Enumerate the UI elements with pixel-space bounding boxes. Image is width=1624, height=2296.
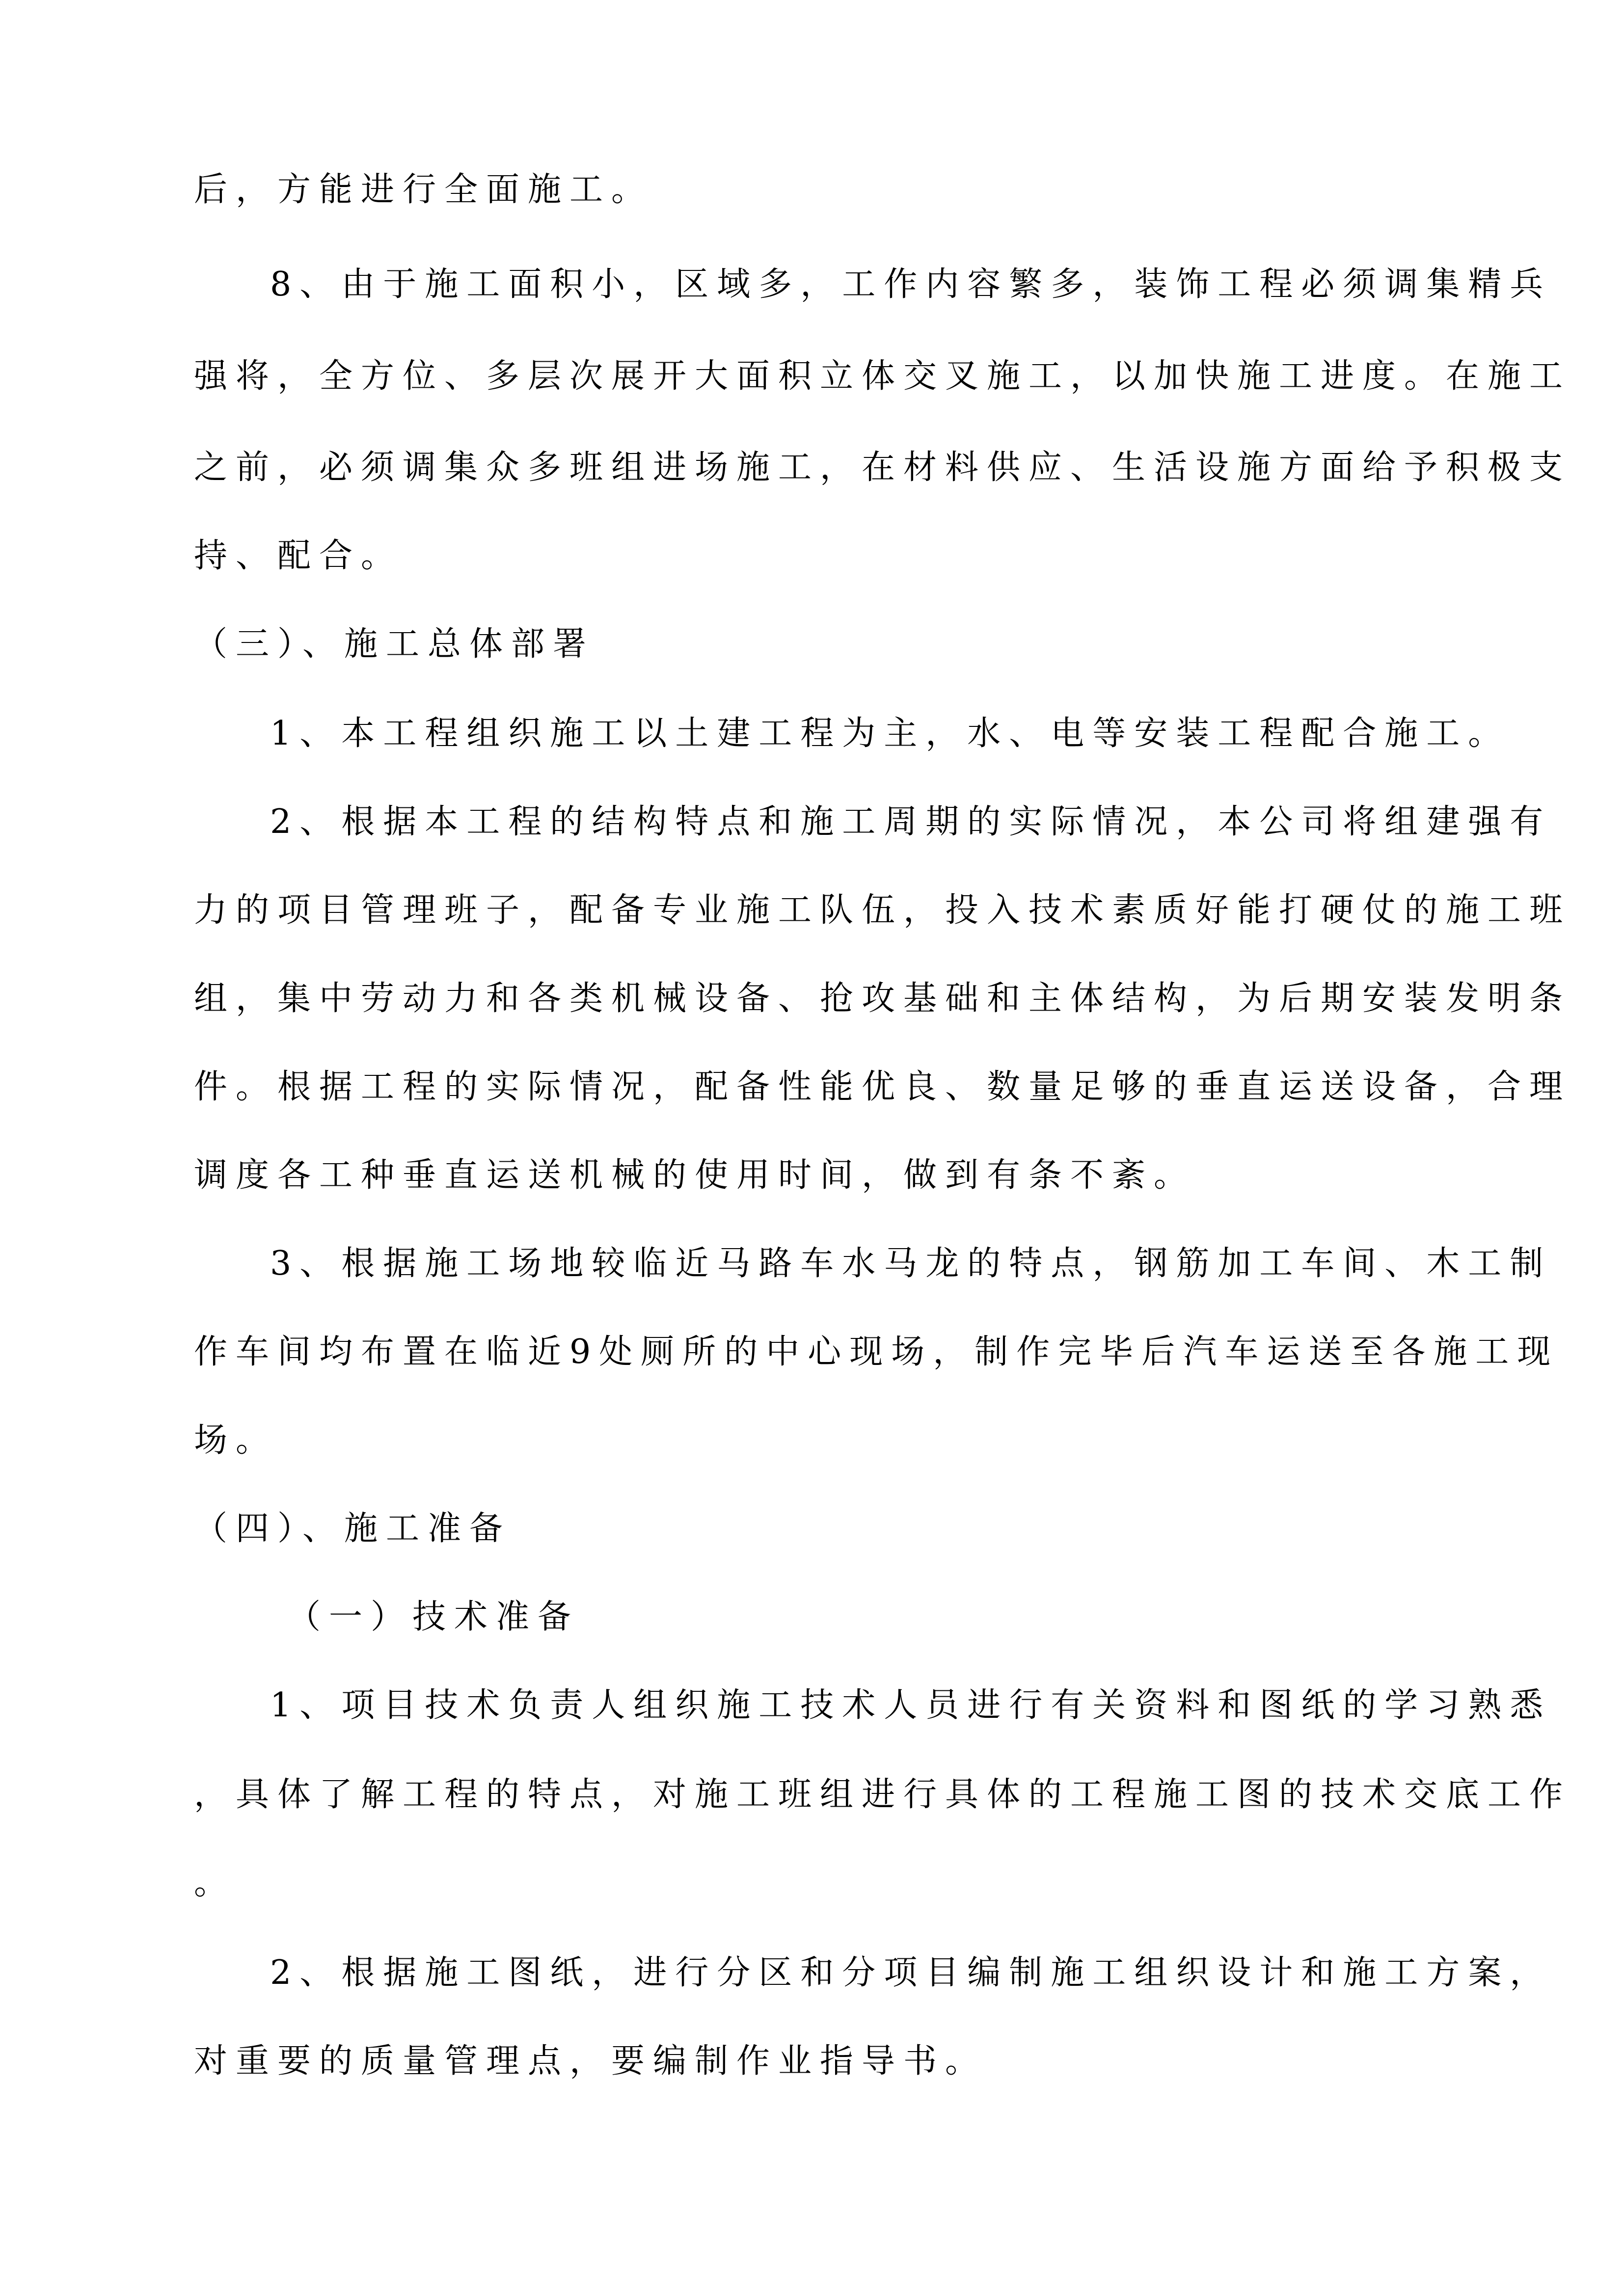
- subsection-heading: （一）技术准备: [287, 1598, 580, 1636]
- text-line: 。: [194, 1864, 236, 1902]
- text-line: 力的项目管理班子，配备专业施工队伍，投入技术素质好能打硬仗的施工班: [194, 891, 1571, 930]
- text-line: 强将，全方位、多层次展开大面积立体交叉施工，以加快施工进度。在施工: [194, 357, 1571, 396]
- text-line: 1、本工程组织施工以土建工程为主，水、电等安装工程配合施工。: [270, 714, 1510, 753]
- text-line: 调度各工种垂直运送机械的使用时间，做到有条不紊。: [194, 1156, 1196, 1195]
- text-line: 2、根据本工程的结构特点和施工周期的实际情况，本公司将组建强有: [270, 802, 1552, 841]
- text-line: 作车间均布置在临近9处厕所的中心现场，制作完毕后汽车运送至各施工现: [194, 1333, 1559, 1371]
- text-line: 2、根据施工图纸，进行分区和分项目编制施工组织设计和施工方案，: [270, 1953, 1552, 1992]
- text-line: 3、根据施工场地较临近马路车水马龙的特点，钢筋加工车间、木工制: [270, 1244, 1552, 1283]
- text-line: 件。根据工程的实际情况，配备性能优良、数量足够的垂直运送设备，合理: [194, 1068, 1571, 1106]
- text-line: 之前，必须调集众多班组进场施工，在材料供应、生活设施方面给予积极支: [194, 448, 1571, 487]
- text-line: 1、项目技术负责人组织施工技术人员进行有关资料和图纸的学习熟悉: [270, 1686, 1552, 1725]
- text-line: 组，集中劳动力和各类机械设备、抢攻基础和主体结构，为后期安装发明条: [194, 979, 1571, 1018]
- text-line: ，具体了解工程的特点，对施工班组进行具体的工程施工图的技术交底工作: [194, 1775, 1571, 1814]
- section-heading: （三）、施工总体部署: [194, 625, 595, 664]
- text-line: 8、由于施工面积小，区域多，工作内容繁多，装饰工程必须调集精兵: [270, 265, 1552, 304]
- section-heading: （四）、施工准备: [194, 1509, 512, 1548]
- text-line: 后，方能进行全面施工。: [194, 170, 653, 209]
- text-line: 持、配合。: [194, 536, 403, 575]
- text-line: 对重要的质量管理点，要编制作业指导书。: [194, 2042, 987, 2081]
- text-line: 场。: [194, 1421, 278, 1460]
